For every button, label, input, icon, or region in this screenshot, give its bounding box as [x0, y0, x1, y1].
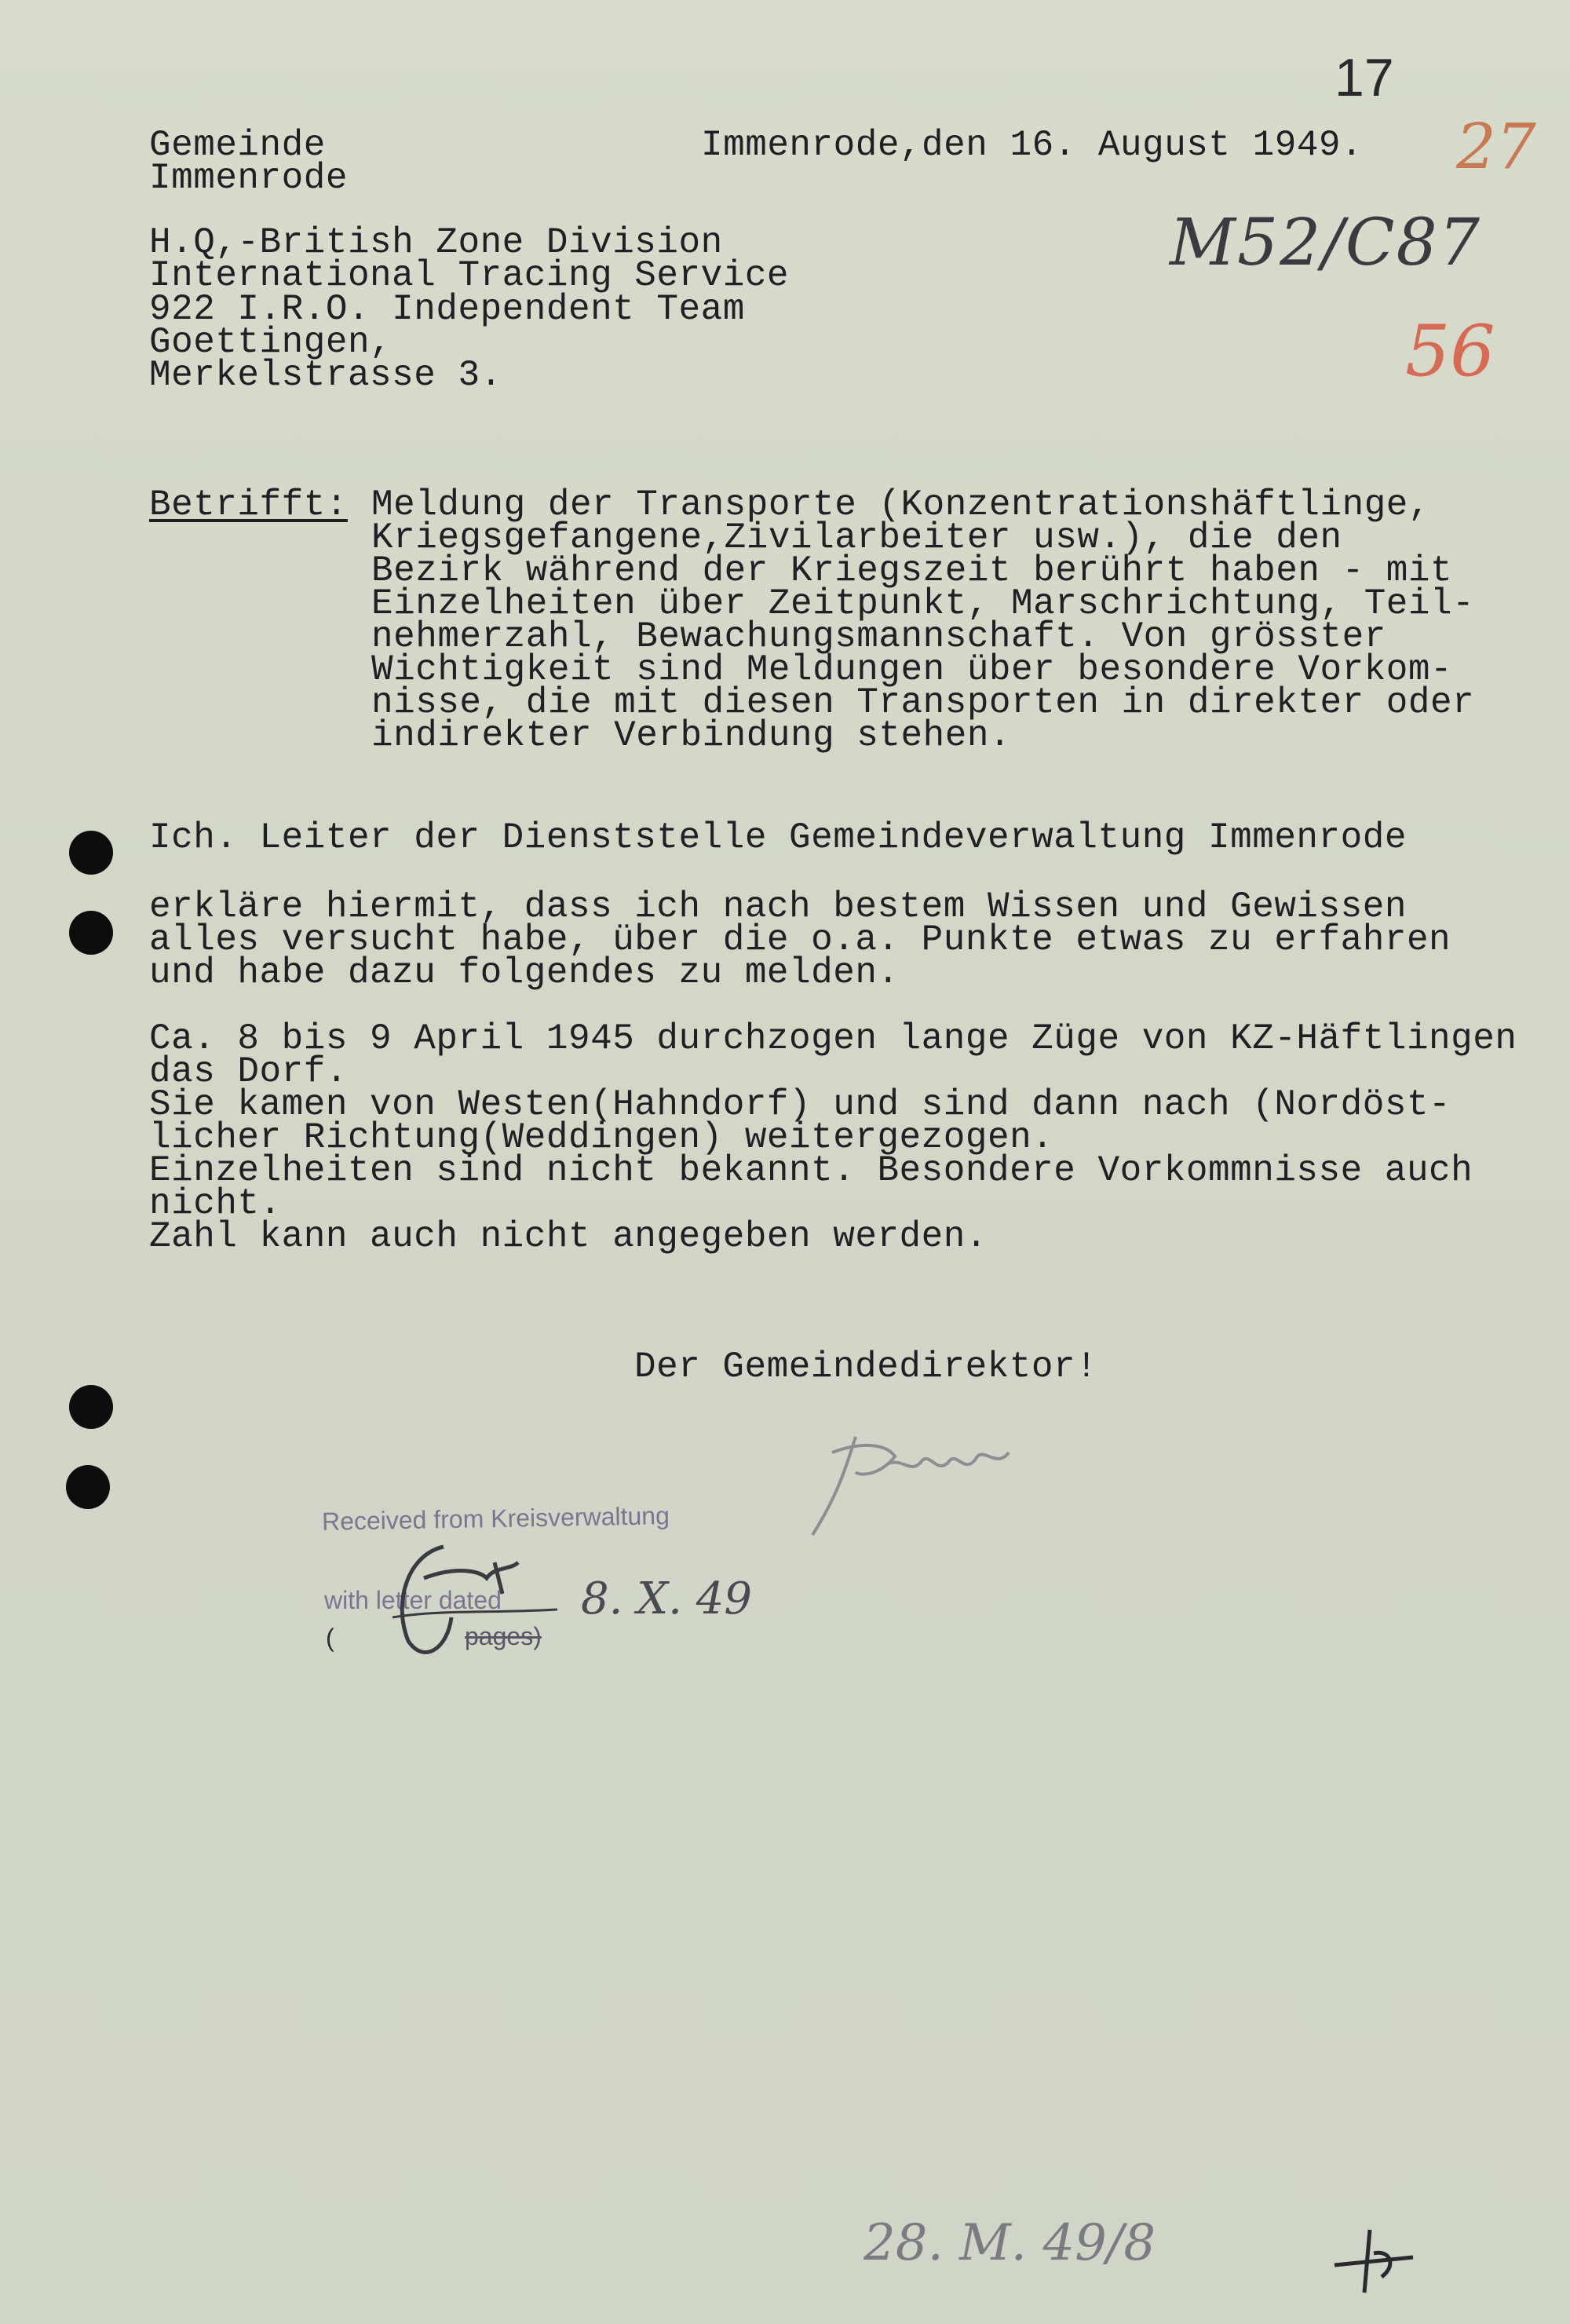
body-line: erkläre hiermit, dass ich nach bestem Wissen und Gewissen: [149, 886, 1407, 927]
body-line: Einzelheiten sind nicht bekannt. Besondere Vorkommnisse auch: [149, 1150, 1473, 1191]
stamp-pages: pages): [465, 1622, 542, 1650]
recipient-line: H.Q,-British Zone Division: [149, 222, 723, 263]
footer-initials-icon: [1327, 2222, 1421, 2300]
body-line: Sie kamen von Westen(Hahndorf) und sind dann nach (Nordöst-: [149, 1084, 1451, 1125]
recipient-line: International Tracing Service: [149, 255, 790, 296]
sender-line-1: Gemeinde: [149, 125, 326, 166]
subject-line: nisse, die mit diesen Transporten in direkter oder: [371, 682, 1475, 723]
subject-line: indirekter Verbindung stehen.: [371, 715, 1012, 756]
body-line: licher Richtung(Weddingen) weitergezogen.: [149, 1117, 1054, 1158]
corner-mark: 27: [1456, 110, 1536, 183]
stamp-line-2: with letter dated: [324, 1586, 502, 1614]
subject-line: Kriegsgefangene,Zivilarbeiter usw.), die den: [371, 517, 1342, 558]
stamp-initials-icon: [377, 1531, 581, 1672]
subject-line: nehmerzahl, Bewachungsmannschaft. Von grösster: [371, 616, 1386, 657]
punch-hole: [69, 1385, 113, 1429]
body-line: das Dorf.: [149, 1051, 348, 1092]
punch-hole: [69, 831, 113, 875]
reference-code: M52/C87: [1170, 206, 1482, 280]
recipient-line: 922 I.R.O. Independent Team: [149, 289, 745, 330]
stamp-line-1: Received from Kreisverwaltung: [321, 1501, 670, 1536]
stamp-date: 8. X. 49: [581, 1573, 752, 1624]
closing-line: Der Gemeindedirektor!: [634, 1347, 1098, 1387]
body-line: alles versucht habe, über die o.a. Punkte etwas zu erfahren: [149, 919, 1451, 960]
red-number: 56: [1405, 310, 1495, 393]
subject-label: Betrifft:: [149, 484, 348, 525]
body-line: Zahl kann auch nicht angegeben werden.: [149, 1216, 988, 1257]
recipient-line: Goettingen,: [149, 322, 392, 363]
punch-hole: [66, 1465, 110, 1509]
body-line: und habe dazu folgendes zu melden.: [149, 952, 900, 993]
sender-line-2: Immenrode: [149, 158, 348, 199]
stamp-line-3: (: [326, 1624, 334, 1652]
signature-icon: [801, 1421, 1020, 1547]
body-line: Ca. 8 bis 9 April 1945 durchzogen lange Züge von KZ-Häftlingen: [149, 1018, 1517, 1059]
page-number: 17: [1334, 48, 1394, 108]
subject-line: Bezirk während der Kriegszeit berührt haben - mit: [371, 550, 1453, 591]
body-line: nicht.: [149, 1183, 282, 1224]
footer-note: 28. M. 49/8: [864, 2214, 1156, 2272]
subject-line: Wichtigkeit sind Meldungen über besondere Vorkom-: [371, 649, 1453, 690]
place-date: Immenrode,den 16. August 1949.: [701, 125, 1364, 166]
subject-line: Meldung der Transporte (Konzentrationshäftlinge,: [371, 484, 1431, 525]
recipient-line: Merkelstrasse 3.: [149, 355, 502, 396]
declaration-line: Ich. Leiter der Dienststelle Gemeindeverwaltung Immenrode: [149, 817, 1407, 858]
punch-hole: [69, 911, 113, 955]
subject-line: Einzelheiten über Zeitpunkt, Marschrichtung, Teil-: [371, 583, 1475, 624]
